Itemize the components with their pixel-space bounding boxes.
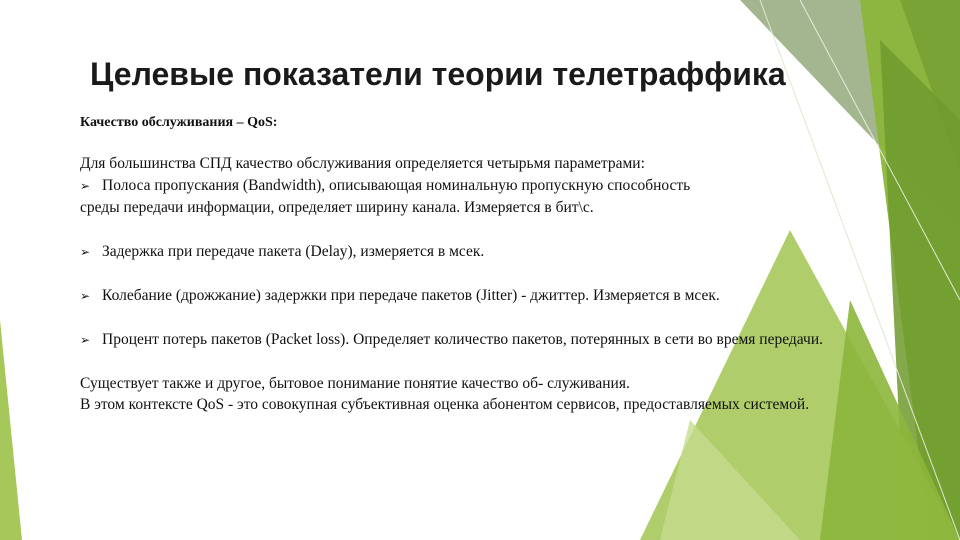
- qos-subtitle: Качество обслуживания – QoS:: [80, 115, 278, 130]
- bullet-text: Процент потерь пакетов (Packet loss). Определяет количество пакетов, потерянных в сети во время передачи.: [102, 331, 824, 348]
- decor-triangle: [0, 320, 22, 540]
- list-item: [80, 177, 690, 195]
- slide-title: Целевые показатели теории телетраффика: [90, 56, 786, 92]
- list-item: [80, 243, 484, 261]
- bullet-text: Колебание (дрожжание) задержки при передаче пакетов (Jitter) - джиттер. Измеряется в мсек.: [102, 287, 720, 304]
- list-item: [80, 331, 823, 349]
- closing-text: Существует также и другое, бытовое понимание понятие качество об- служивания.: [80, 375, 630, 392]
- closing-text: В этом контексте QoS - это совокупная субъективная оценка абонентом сервисов, предоставляемых системой.: [80, 396, 810, 413]
- arrow-bullet-icon: ➢: [80, 245, 91, 259]
- bullet-continuation: среды передачи информации, определяет ширину канала. Измеряется в бит\с.: [80, 199, 594, 216]
- bullet-text: Полоса пропускания (Bandwidth), описывающая номинальную пропускную способность: [102, 177, 691, 194]
- bullet-text: Задержка при передаче пакета (Delay), измеряется в мсек.: [102, 243, 485, 260]
- intro-text: Для большинства СПД качество обслуживания определяется четырьмя параметрами:: [80, 155, 645, 172]
- arrow-bullet-icon: ➢: [80, 179, 91, 193]
- arrow-bullet-icon: ➢: [80, 333, 91, 347]
- list-item: [80, 287, 720, 305]
- arrow-bullet-icon: ➢: [80, 289, 91, 303]
